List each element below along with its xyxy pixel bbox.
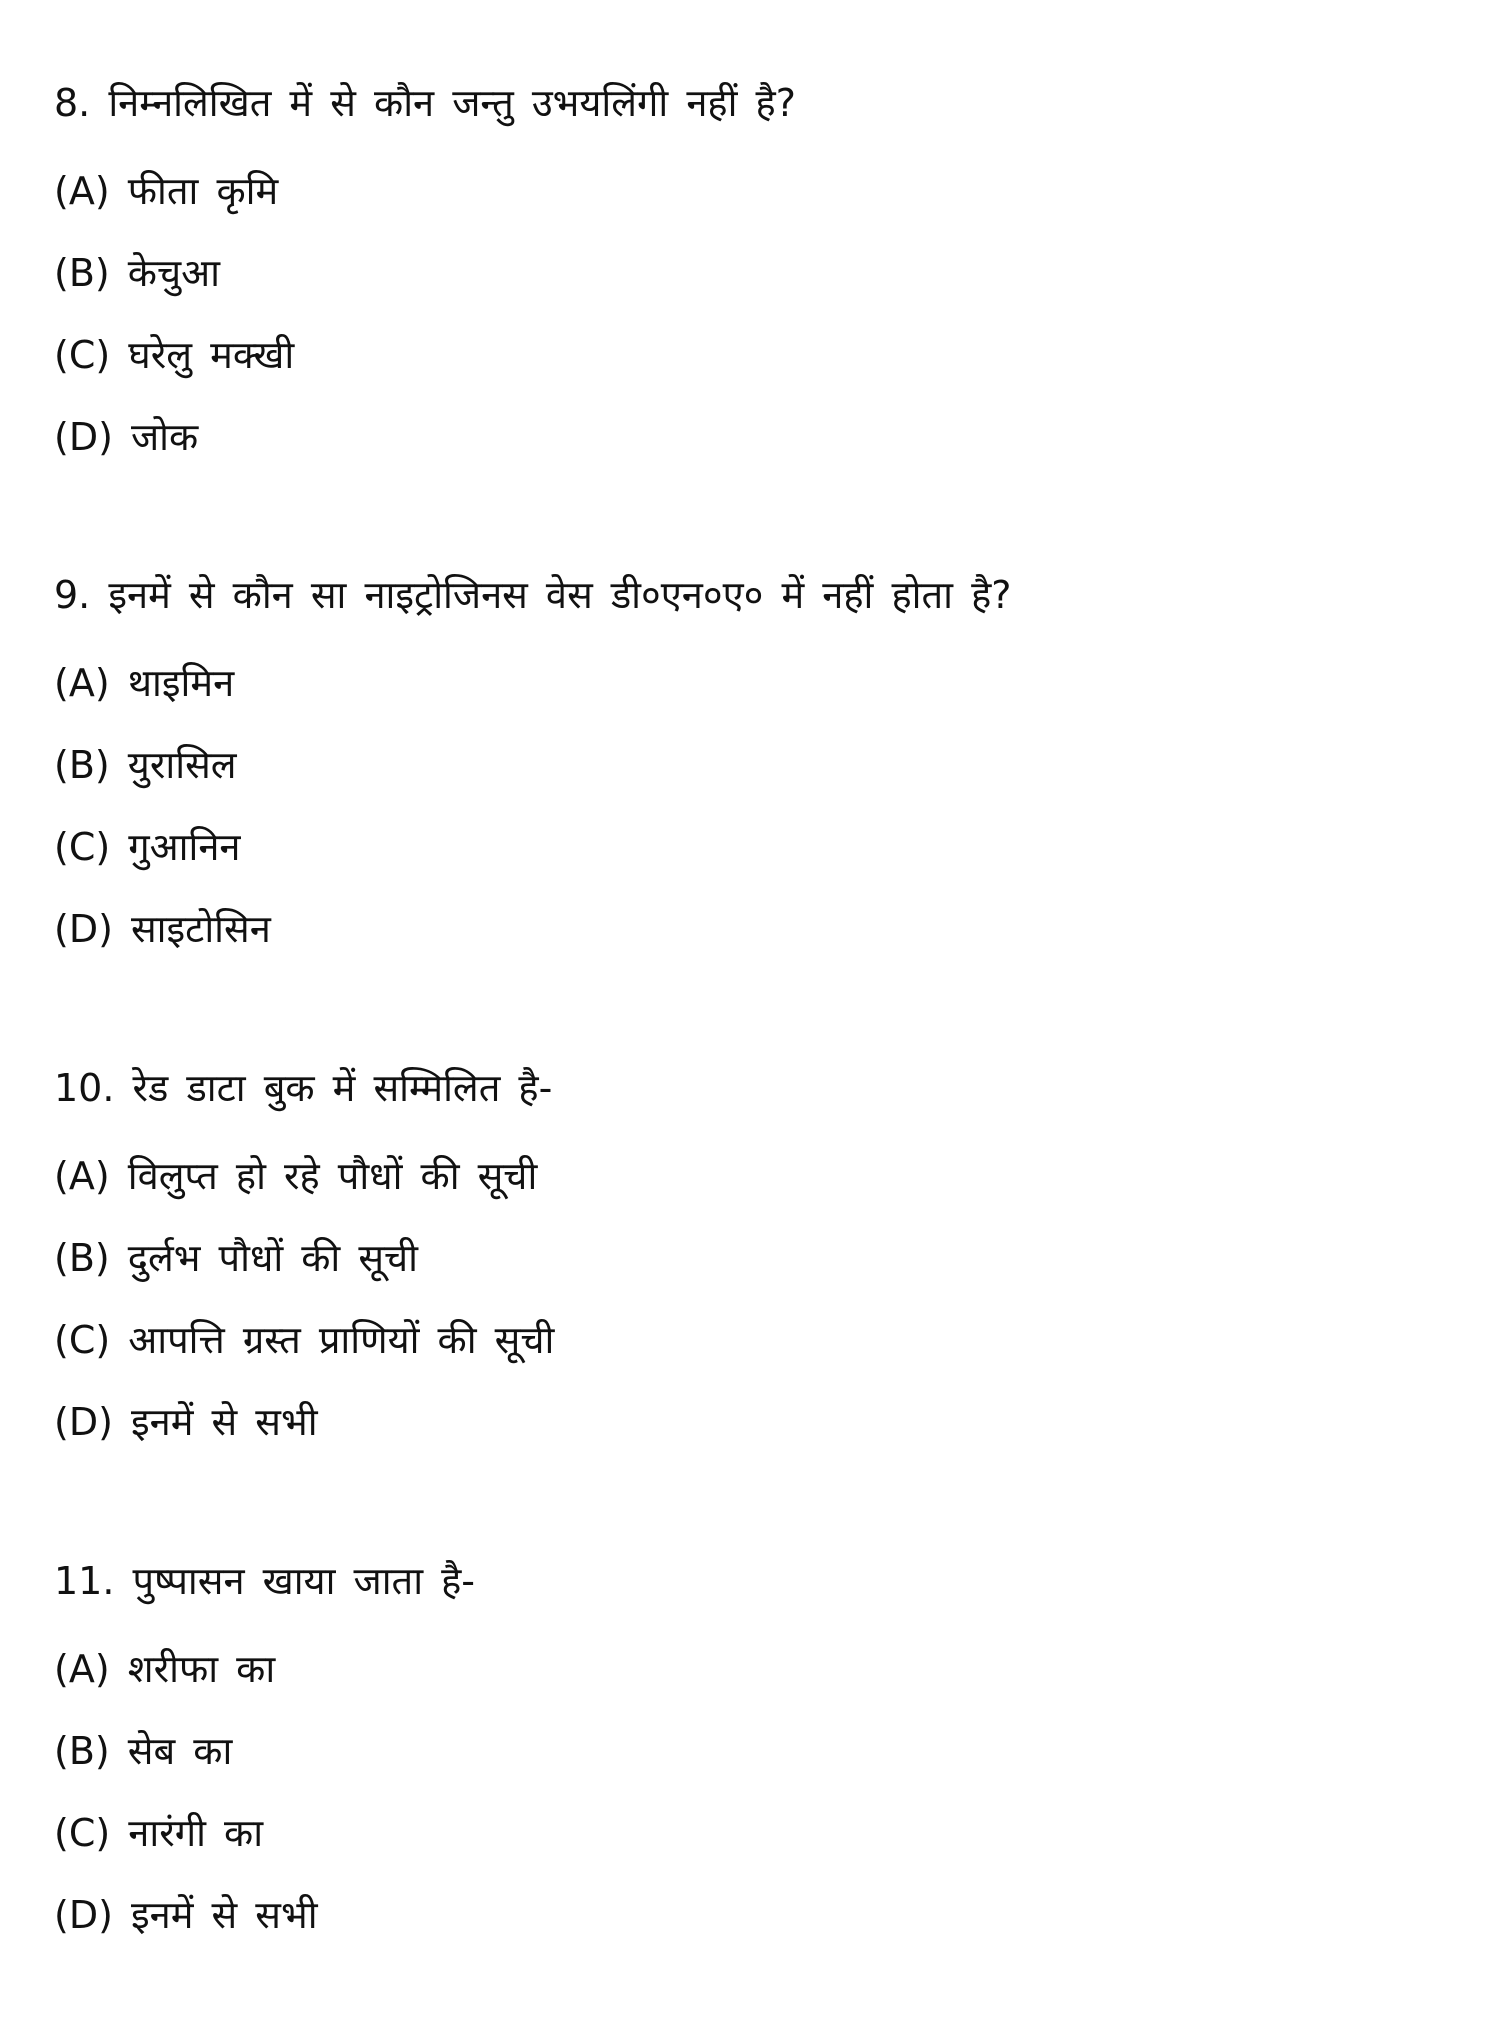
question-text: 8. निम्नलिखित में से कौन जन्तु उभयलिंगी नहीं है?: [54, 81, 796, 125]
question-text: 11. पुष्पासन खाया जाता है-: [54, 1559, 476, 1603]
option-a: (A) शरीफा का: [54, 1647, 276, 1691]
option-a: (A) विलुप्त हो रहे पौधों की सूची: [54, 1154, 538, 1198]
option-c: (C) घरेलु मक्खी: [54, 333, 295, 377]
option-d: (D) जोक: [54, 415, 199, 459]
question-10: [54, 1053, 1454, 1463]
option-d: (D) इनमें से सभी: [54, 1893, 318, 1937]
option-b: (B) दुर्लभ पौधों की सूची: [54, 1236, 419, 1280]
option-d: (D) साइटोसिन: [54, 907, 271, 951]
option-a: (A) थाइमिन: [54, 661, 235, 705]
option-b: (B) सेब का: [54, 1729, 233, 1773]
question-text: 9. इनमें से कौन सा नाइट्रोजिनस वेस डी०एन०ए० में नहीं होता है?: [54, 573, 1012, 617]
option-d: (D) इनमें से सभी: [54, 1400, 318, 1444]
question-8: [54, 68, 1454, 478]
option-c: (C) नारंगी का: [54, 1811, 264, 1855]
option-b: (B) केचुआ: [54, 251, 220, 295]
question-9: [54, 560, 1454, 970]
option-c: (C) गुआनिन: [54, 825, 241, 869]
option-a: (A) फीता कृमि: [54, 169, 279, 213]
question-text: 10. रेड डाटा बुक में सम्मिलित है-: [54, 1066, 553, 1110]
question-11: [54, 1546, 1454, 1956]
option-b: (B) युरासिल: [54, 743, 237, 787]
option-c: (C) आपत्ति ग्रस्त प्राणियों की सूची: [54, 1318, 555, 1362]
